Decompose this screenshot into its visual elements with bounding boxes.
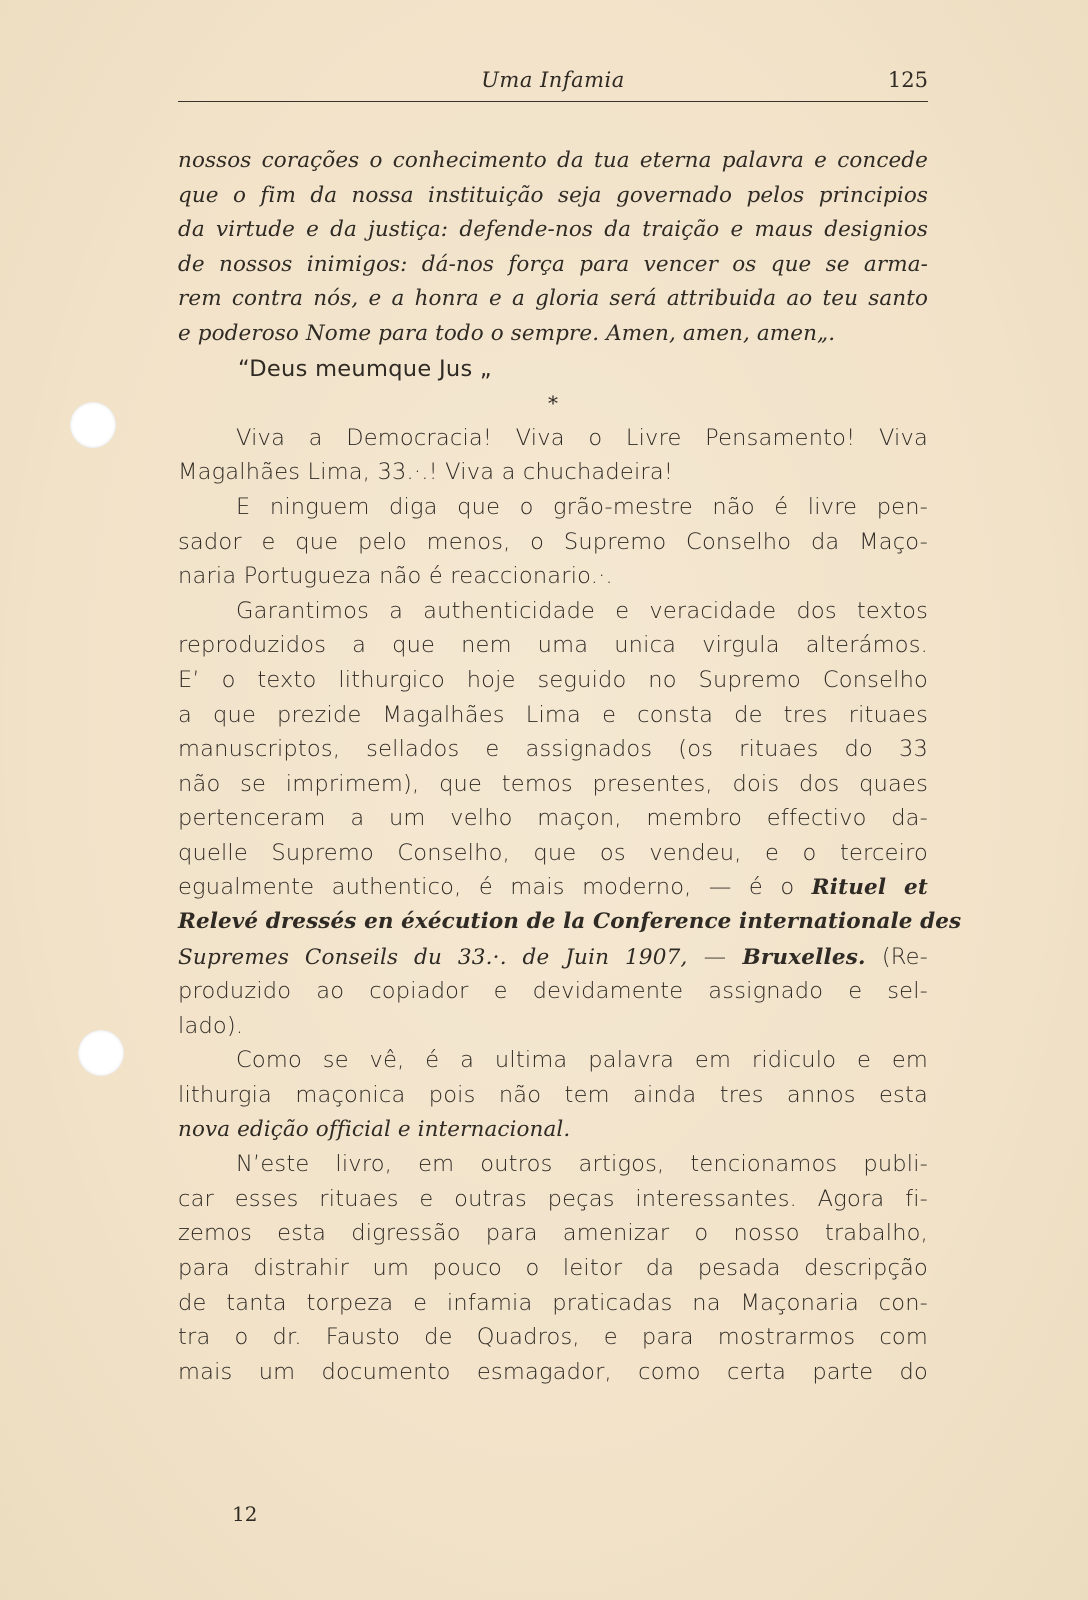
mixed-1-roman: egualmente authentico, é mais moderno, — é o	[178, 874, 795, 901]
text-line: E’ o texto lithurgico hoje seguido no Supremo Conselho	[178, 666, 928, 693]
text-line: e poderoso Nome para todo o sempre. Amen, amen, amen„.	[178, 320, 836, 346]
mixed-3-roman: (Re-	[865, 943, 928, 970]
text-line: rem contra nós, e a honra e a gloria será attribuida ao teu santo	[178, 286, 928, 312]
text-line: reproduzidos a que nem uma unica virgula alterámos.	[178, 632, 928, 659]
text-line: Viva a Democracia! Viva o Livre Pensamento! Viva	[236, 424, 928, 451]
text-line-mixed-3	[178, 940, 928, 975]
text-lines-before	[178, 144, 928, 870]
header-rule	[178, 101, 928, 102]
text-line: mais um documento esmagador, como certa parte do	[178, 1358, 928, 1385]
text-line: “Deus meumque Jus „	[238, 355, 492, 382]
text-line: nossos corações o conhecimento da tua eterna palavra e concede	[178, 148, 928, 173]
text-line-mixed-1	[178, 870, 928, 905]
text-line: car esses rituaes e outras peças interessantes. Agora fi-	[178, 1185, 928, 1212]
text-line: E ninguem diga que o grão-mestre não é livre pen-	[236, 493, 928, 520]
punch-hole-top	[70, 402, 116, 448]
text-line: zemos esta digressão para amenizar o nosso trabalho,	[178, 1220, 928, 1247]
text-line: N’este livro, em outros artigos, tencionamos publi-	[236, 1151, 928, 1178]
text-line: de nossos inimigos: dá-nos força para vencer os que se arma-	[178, 251, 928, 277]
text-line: *	[548, 391, 558, 416]
text-line: quelle Supremo Conselho, que os vendeu, e o terceiro	[178, 839, 928, 866]
text-line: produzido ao copiador e devidamente assignado e sel-	[178, 978, 928, 1005]
mixed-3-italic: Supremes Conseils du 33.·. de Juin 1907,	[178, 944, 688, 970]
running-head	[178, 64, 928, 98]
text-line: lado).	[178, 1012, 244, 1039]
text-line: nova edição official e internacional.	[178, 1116, 571, 1142]
text-line: naria Portugueza não é reaccionario.·.	[178, 563, 613, 590]
text-line-mixed-2	[178, 905, 962, 940]
text-line: para distrahir um pouco o leitor da pesada descripção	[178, 1255, 928, 1281]
text-line: não se imprimem), que temos presentes, dois dos quaes	[178, 770, 928, 797]
text-line: tra o dr. Fausto de Quadros, e para mostrarmos com	[178, 1324, 928, 1351]
punch-hole-bottom	[78, 1030, 124, 1076]
text-line: Como se vê, é a ultima palavra em ridiculo e em	[236, 1047, 928, 1074]
text-line: a que prezide Magalhães Lima e consta de tres rituaes	[178, 701, 928, 728]
mixed-2-italic: Relevé dressés en éxécution de la Conference internationale des	[178, 909, 962, 935]
body-text	[178, 144, 962, 1389]
mixed-3-bold: Bruxelles.	[742, 944, 866, 970]
mixed-1-italic: Rituel et	[811, 875, 928, 901]
text-line: manuscriptos, sellados e assignados (os rituaes do 33	[178, 736, 928, 763]
text-line: sador e que pelo menos, o Supremo Conselho da Maço-	[178, 528, 928, 555]
text-line: de tanta torpeza e infamia praticadas na Maçonaria con-	[178, 1289, 928, 1316]
signature-mark: 12	[232, 1502, 258, 1526]
text-line: lithurgia maçonica pois não tem ainda tres annos esta	[178, 1082, 928, 1109]
text-line: da virtude e da justiça: defende-nos da traição e maus designios	[178, 217, 928, 243]
text-lines-after	[178, 974, 928, 1389]
page-number: 125	[887, 68, 928, 92]
running-title: Uma Infamia	[481, 68, 625, 92]
text-line: que o fim da nossa instituição seja governado pelos principios	[178, 182, 928, 208]
text-line: Magalhães Lima, 33.·.! Viva a chuchadeira!	[178, 459, 674, 486]
text-line: pertenceram a um velho maçon, membro effectivo da-	[178, 805, 928, 832]
mixed-3-dash: —	[687, 943, 743, 970]
text-line: Garantimos a authenticidade e veracidade dos textos	[236, 597, 928, 624]
